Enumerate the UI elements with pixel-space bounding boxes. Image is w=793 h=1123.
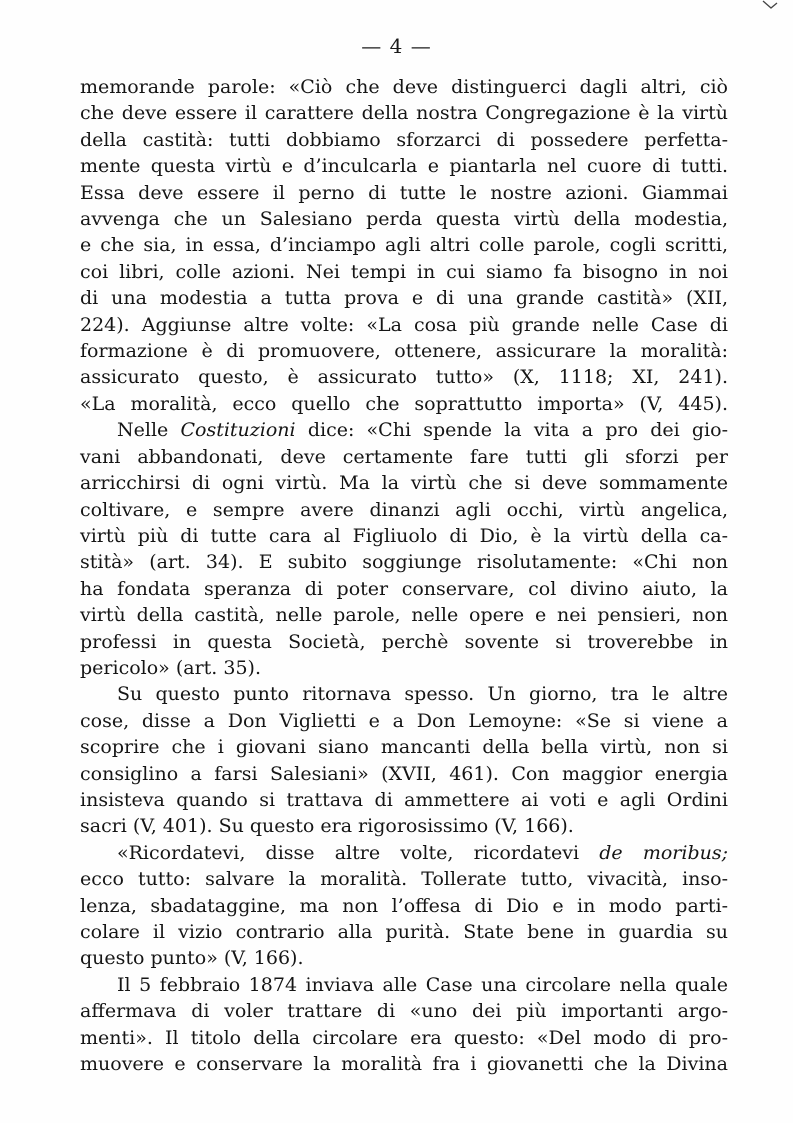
text-line: avvenga che un Salesiano perda questa virtù della modestia,	[80, 208, 728, 231]
text-line: formazione è di promuovere, ottenere, assicurare la moralità:	[80, 340, 728, 363]
text-line: virtù della castità, nelle parole, nelle opere e nei pensieri, non	[80, 604, 728, 627]
text-line: e che sia, in essa, d’inciampo agli altri colle parole, cogli scritti,	[80, 234, 728, 257]
text-line: pericolo» (art. 35).	[80, 656, 261, 679]
italic-text: de moribus;	[599, 841, 728, 864]
text-line	[80, 417, 728, 443]
text-line: che deve essere il carattere della nostra Congregazione è la virtù	[80, 102, 728, 125]
text-line: stità» (art. 34). E subito soggiunge risolutamente: «Chi non	[80, 551, 728, 574]
text-line: arricchirsi di ogni virtù. Ma la virtù che si deve sommamente	[80, 472, 728, 495]
text-line: professi in questa Società, perchè sovente si troverebbe in	[80, 630, 728, 653]
text-line: coltivare, e sempre avere dinanzi agli occhi, virtù angelica,	[80, 498, 728, 521]
text-line: Essa deve essere il perno di tutte le nostre azioni. Giammai	[80, 181, 728, 204]
text-line: Su questo punto ritornava spesso. Un giorno, tra le altre	[117, 683, 728, 706]
text-line: «La moralità, ecco quello che soprattutto importa» (V, 445).	[80, 392, 728, 415]
text-line	[80, 840, 728, 866]
text-segment: «Ricordatevi, disse altre volte, ricordatevi	[117, 841, 600, 864]
text-line: assicurato questo, è assicurato tutto» (X, 1118; XI, 241).	[80, 366, 728, 389]
body-text	[80, 74, 728, 1077]
scan-mark-icon	[762, 0, 780, 10]
text-line: questo punto» (V, 166).	[80, 947, 304, 970]
text-line: di una modestia a tutta prova e di una grande castità» (XII,	[80, 287, 728, 310]
text-line: lenza, sbadataggine, ma non l’offesa di Dio e in modo parti-	[80, 894, 728, 917]
text-line: ecco tutto: salvare la moralità. Tollerate tutto, vivacità, inso-	[80, 868, 728, 891]
text-line: sacri (V, 401). Su questo era rigorosissimo (V, 166).	[80, 815, 574, 838]
text-segment: dice: «Chi spende la vita a pro dei gio-	[295, 419, 728, 442]
text-line: consiglino a farsi Salesiani» (XVII, 461). Con maggior energia	[80, 762, 728, 785]
text-line: mente questa virtù e d’inculcarla e piantarla nel cuore di tutti.	[80, 155, 728, 178]
text-line: muovere e conservare la moralità fra i giovanetti che la Divina	[80, 1053, 728, 1076]
text-line: vani abbandonati, deve certamente fare tutti gli sforzi per	[80, 445, 728, 468]
text-line: virtù più di tutte cara al Figliuolo di Dio, è la virtù della ca-	[80, 524, 728, 547]
text-segment: Nelle	[117, 419, 181, 442]
text-line: cose, disse a Don Viglietti e a Don Lemoyne: «Se si viene a	[80, 709, 728, 732]
text-line: scoprire che i giovani siano mancanti della bella virtù, non si	[80, 736, 728, 759]
text-line: insisteva quando si trattava di ammettere ai voti e agli Ordini	[80, 788, 728, 811]
text-line: menti». Il titolo della circolare era questo: «Del modo di pro-	[80, 1026, 728, 1049]
text-line: colare il vizio contrario alla purità. State bene in guardia su	[80, 921, 728, 943]
text-line: 224). Aggiunse altre volte: «La cosa più grande nelle Case di	[80, 313, 728, 336]
text-line: affermava di voler trattare di «uno dei più importanti argo-	[80, 1000, 728, 1023]
text-line: memorande parole: «Ciò che deve distinguerci dagli altri, ciò	[80, 76, 728, 98]
text-line: Il 5 febbraio 1874 inviava alle Case una circolare nella quale	[117, 973, 728, 996]
text-line: della castità: tutti dobbiamo sforzarci di possedere perfetta-	[80, 128, 728, 151]
page-number: — 4 —	[361, 34, 432, 58]
text-line: coi libri, colle azioni. Nei tempi in cui siamo fa bisogno in noi	[80, 260, 728, 283]
italic-text: Costituzioni	[180, 419, 296, 442]
text-line: ha fondata speranza di poter conservare, col divino aiuto, la	[80, 577, 728, 600]
